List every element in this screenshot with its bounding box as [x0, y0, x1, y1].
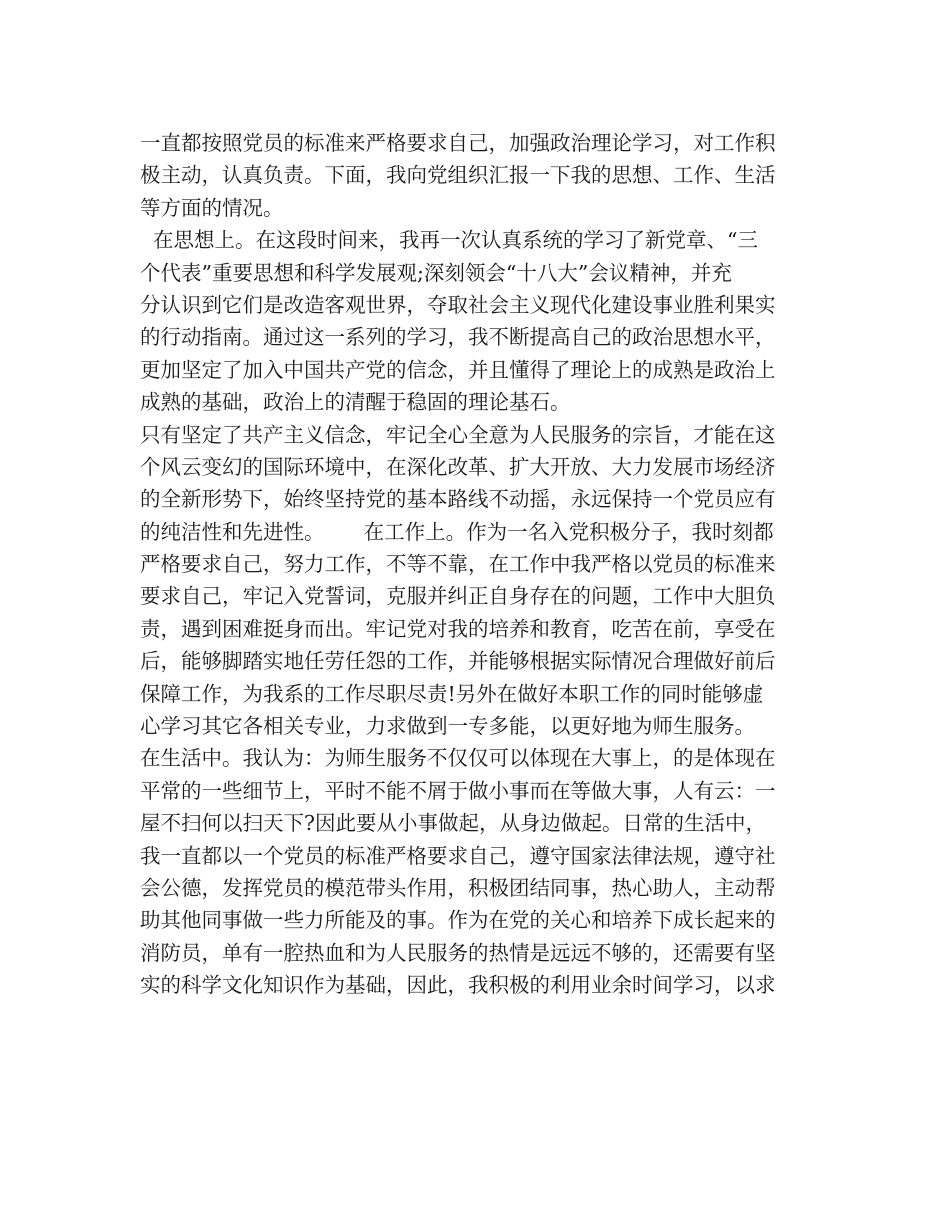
- text-line: 实的科学文化知识作为基础，因此，我积极的利用业余时间学习，以求: [140, 973, 776, 998]
- text-line: 要求自己，牢记入党誓词，克服并纠正自身存在的问题，工作中大胆负: [140, 584, 776, 609]
- text-line: 更加坚定了加入中国共产党的信念，并且懂得了理论上的成熟是政治上: [140, 357, 776, 382]
- text-line: 的纯洁性和先进性。 在工作上。作为一名入党积极分子，我时刻都: [140, 519, 774, 544]
- text-line: 我一直都以一个党员的标准严格要求自己，遵守国家法律法规，遵守社: [140, 843, 776, 868]
- text-line: 严格要求自己，努力工作，不等不靠，在工作中我严格以党员的标准来: [140, 552, 776, 577]
- text-line: 个风云变幻的国际环境中，在深化改革、扩大开放、大力发展市场经济: [140, 454, 776, 479]
- text-line: 极主动，认真负责。下面，我向党组织汇报一下我的思想、工作、生活: [140, 163, 776, 188]
- text-line: 责，遇到困难挺身而出。牢记党对我的培养和教育，吃苦在前，享受在: [140, 616, 776, 641]
- text-line: 的全新形势下，始终坚持党的基本路线不动摇，永远保持一个党员应有: [140, 487, 776, 512]
- text-line: 保障工作，为我系的工作尽职尽责!另外在做好本职工作的同时能够虚: [140, 681, 764, 706]
- text-line: 心学习其它各相关专业，力求做到一专多能，以更好地为师生服务。: [140, 714, 755, 739]
- text-line: 分认识到它们是改造客观世界，夺取社会主义现代化建设事业胜利果实: [140, 292, 776, 317]
- text-line: 屋不扫何以扫天下?因此要从小事做起，从身边做起。日常的生活中，: [140, 811, 766, 836]
- text-line: 会公德，发挥党员的模范带头作用，积极团结同事，热心助人，主动帮: [140, 875, 776, 900]
- text-line: 助其他同事做一些力所能及的事。作为在党的关心和培养下成长起来的: [140, 908, 776, 933]
- text-line: 平常的一些细节上，平时不能不屑于做小事而在等做大事，人有云：一: [140, 778, 776, 803]
- text-line: 成熟的基础，政治上的清醒于稳固的理论基石。: [140, 390, 571, 415]
- text-line: 消防员，单有一腔热血和为人民服务的热情是远远不够的，还需要有坚: [140, 940, 776, 965]
- body-text: [140, 127, 820, 1002]
- text-line: 的行动指南。通过这一系列的学习，我不断提高自己的政治思想水平，: [140, 325, 776, 350]
- text-line: 后，能够脚踏实地任劳任怨的工作，并能够根据实际情况合理做好前后: [140, 649, 776, 674]
- text-line: 一直都按照党员的标准来严格要求自己，加强政治理论学习，对工作积: [140, 131, 776, 155]
- text-line: 等方面的情况。: [140, 195, 284, 220]
- text-line: 在生活中。我认为：为师生服务不仅仅可以体现在大事上，的是体现在: [140, 746, 776, 771]
- text-line: 只有坚定了共产主义信念，牢记全心全意为人民服务的宗旨，才能在这: [140, 422, 776, 447]
- text-line: 个代表”重要思想和科学发展观;深刻领会“十八大”会议精神，并充: [140, 260, 732, 285]
- text-line: 在思想上。在这段时间来，我再一次认真系统的学习了新党章、“三: [140, 228, 759, 253]
